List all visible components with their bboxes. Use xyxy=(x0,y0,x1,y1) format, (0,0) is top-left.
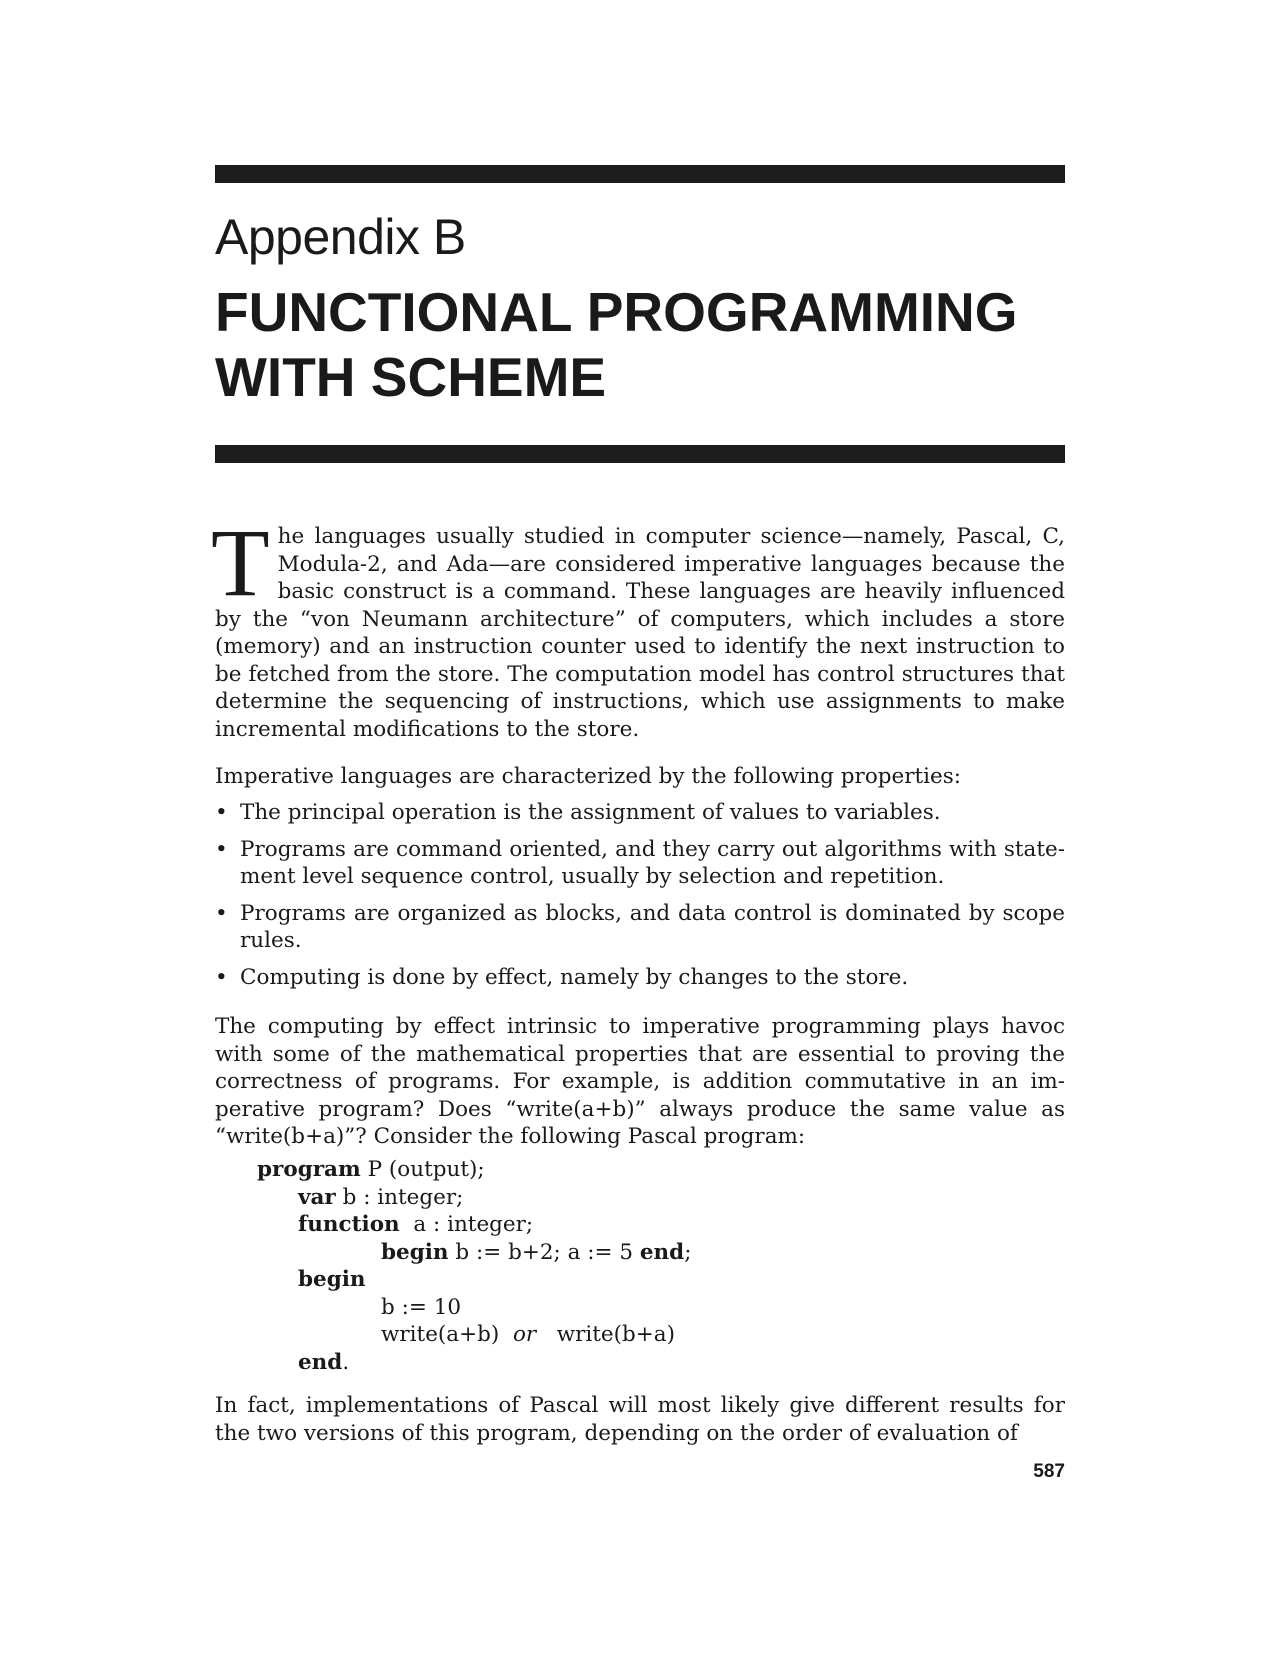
code-text: b : integer; xyxy=(335,1184,464,1210)
list-item-text: The principal operation is the assignment of values to variables. xyxy=(240,800,941,825)
computing-by-effect-paragraph: The computing by effect intrinsic to imperative programming plays havoc with some of the mathematical properties that are essential to proving the correctness of programs. For example, is addition commutative in an im-perative program? Does “write(a+b)” always produce the same value as “write(b+a)”? Consider the following Pascal program: xyxy=(215,1014,1065,1149)
code-line xyxy=(257,1239,957,1267)
chapter-title xyxy=(215,280,1065,410)
code-keyword: program xyxy=(257,1157,361,1182)
page-number: 587 xyxy=(1033,1461,1065,1482)
code-keyword: end xyxy=(298,1349,343,1375)
chapter-title-line-1: FUNCTIONAL PROGRAMMING xyxy=(215,281,1018,343)
bullet-icon: • xyxy=(215,836,228,862)
bottom-rule xyxy=(215,445,1065,463)
code-text: P (output); xyxy=(360,1157,485,1182)
list-item xyxy=(215,900,1065,955)
book-page xyxy=(211,0,1065,1656)
closing-paragraph: In fact, implementations of Pascal will most likely give different results for the two versions of this program, depending on the order of evaluation of xyxy=(215,1393,1065,1446)
code-text: ; xyxy=(684,1239,692,1265)
list-item xyxy=(215,836,1065,891)
drop-cap: T xyxy=(211,509,270,616)
properties-intro-paragraph: Imperative languages are characterized by the following properties: xyxy=(215,764,962,789)
code-text: b := 10 xyxy=(381,1294,462,1320)
code-line xyxy=(257,1321,957,1349)
properties-list xyxy=(215,799,1065,1000)
list-item xyxy=(215,799,1065,827)
code-keyword: begin xyxy=(298,1267,366,1292)
code-text: write(b+a) xyxy=(536,1322,675,1347)
code-text: b := b+2; a := 5 xyxy=(448,1239,640,1265)
list-item-text: Programs are command oriented, and they carry out algorithms with state-ment level sequence control, usually by selection and repetition. xyxy=(240,836,1065,889)
code-line xyxy=(257,1266,957,1294)
top-rule xyxy=(215,165,1065,183)
intro-text: he languages usually studied in computer science—namely, Pascal, C, Modula-2, and Ada—are considered imperative languages because the basic construct is a command. These languages are heavily influenced by the “von Neumann architecture” of computers, which includes a store (memory) and an instruction counter used to identify the next instruction to be fetched from the store. The computation model has control structures that determine the sequencing of instructions, which use assignments to make incremental modifications to the store. xyxy=(215,524,1065,742)
list-item-text: Programs are organized as blocks, and data control is dominated by scope rules. xyxy=(240,900,1065,953)
list-item-text: Computing is done by effect, namely by changes to the store. xyxy=(240,964,909,990)
code-line xyxy=(257,1156,957,1184)
bullet-icon: • xyxy=(215,900,228,926)
code-line xyxy=(257,1294,957,1322)
code-keyword: var xyxy=(298,1184,336,1210)
code-line xyxy=(257,1184,957,1212)
code-keyword: begin xyxy=(381,1239,449,1265)
chapter-title-line-2: WITH SCHEME xyxy=(215,346,607,408)
bullet-icon: • xyxy=(215,964,228,990)
pascal-code-listing xyxy=(257,1156,957,1376)
code-text: . xyxy=(342,1349,350,1375)
code-keyword: function xyxy=(298,1212,400,1237)
appendix-label: Appendix B xyxy=(215,209,466,265)
code-text: or xyxy=(512,1322,537,1347)
code-line xyxy=(257,1349,957,1377)
intro-paragraph xyxy=(211,509,1065,743)
code-keyword: end xyxy=(639,1239,685,1265)
list-item xyxy=(215,964,1065,992)
bullet-icon: • xyxy=(215,800,228,825)
code-text: write(a+b) xyxy=(381,1322,513,1347)
code-line xyxy=(257,1211,957,1239)
code-text: a : integer; xyxy=(399,1212,534,1237)
